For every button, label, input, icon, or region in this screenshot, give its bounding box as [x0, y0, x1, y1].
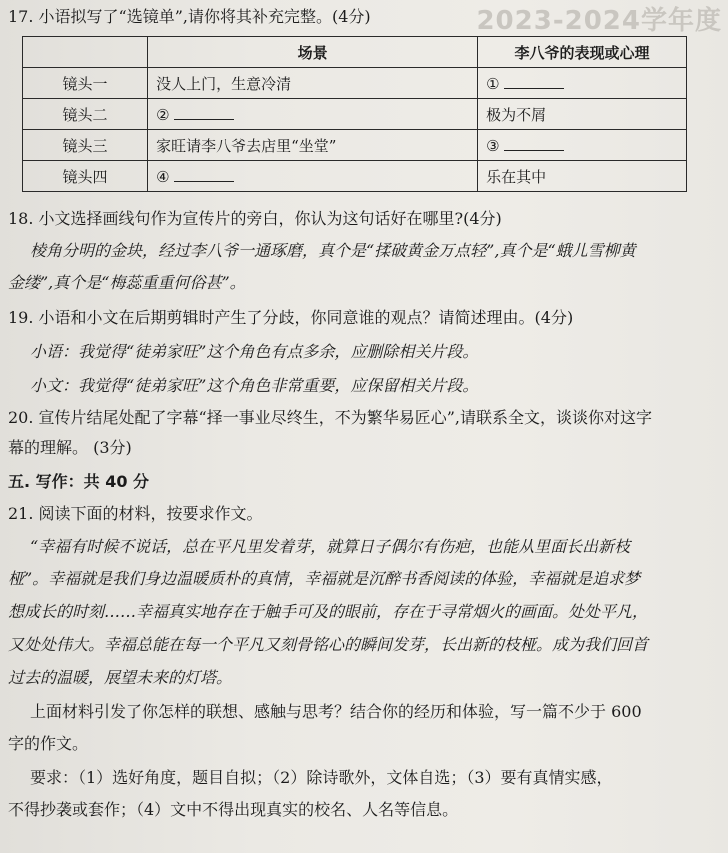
header-empty: [23, 37, 148, 68]
material-line-1: “幸福有时候不说话，总在平凡里发着芽，就算日子偶尔有伤疤，也能从里面长出新枝: [30, 537, 631, 556]
scene-cell: 家旺请李八爷去店里“坐堂”: [148, 130, 478, 161]
blank-number: ④: [156, 167, 170, 186]
material-line-2: 桠”。幸福就是我们身边温暖质朴的真情，幸福就是沉醉书香阅读的体验，幸福就是追求梦: [8, 569, 641, 588]
scene-cell: [148, 161, 478, 192]
table-row: [23, 99, 687, 130]
table-header-row: [23, 37, 687, 68]
answer-blank[interactable]: [504, 74, 564, 89]
watermark-text: 2023-2024学年度: [476, 6, 722, 36]
behavior-cell: [478, 68, 687, 99]
material-line-4: 又处处伟大。幸福总能在每一个平凡又刻骨铭心的瞬间发芽，长出新的枝桠。成为我们回首: [8, 635, 649, 654]
requirements-line-2: 不得抄袭或套作；（4）文中不得出现真实的校名、人名等信息。: [8, 800, 459, 819]
answer-blank[interactable]: [174, 167, 234, 182]
scene-cell: 没人上门，生意冷清: [148, 68, 478, 99]
blank-number: ②: [156, 105, 170, 124]
prompt-line-2: 字的作文。: [8, 734, 89, 753]
question-17: 17. 小语拟写了“选镜单”,请你将其补充完整。(4分): [8, 7, 371, 26]
material-line-3: 想成长的时刻……幸福真实地存在于触手可及的眼前，存在于寻常烟火的画面。处处平凡，: [8, 602, 649, 621]
material-line-5: 过去的温暖，展望未来的灯塔。: [8, 668, 233, 687]
behavior-cell: [478, 130, 687, 161]
prompt-line-1: 上面材料引发了你怎样的联想、感触与思考？结合你的经历和体验，写一篇不少于 600: [30, 702, 642, 721]
table-row: [23, 68, 687, 99]
behavior-cell: 乐在其中: [478, 161, 687, 192]
header-scene: 场景: [148, 37, 478, 68]
scene-cell: [148, 99, 478, 130]
question-19: 19. 小语和小文在后期剪辑时产生了分歧，你同意谁的观点？请简述理由。(4分): [8, 308, 574, 327]
table-row: [23, 130, 687, 161]
lens-label: 镜头二: [23, 99, 148, 130]
q18-quote-line-1: 棱角分明的金块，经过李八爷一通琢磨，真个是“揉破黄金万点轻”,真个是“蛾儿雪柳黄: [30, 241, 636, 260]
question-21: 21. 阅读下面的材料，按要求作文。: [8, 504, 263, 523]
lens-table: [22, 36, 687, 192]
lens-label: 镜头四: [23, 161, 148, 192]
q18-quote-line-2: 金缕”,真个是“梅蕊重重何俗甚”。: [8, 273, 246, 292]
q19-opinion-xiaoyu: 小语：我觉得“徒弟家旺”这个角色有点多余，应删除相关片段。: [30, 342, 479, 361]
answer-blank[interactable]: [504, 136, 564, 151]
question-20-line-1: 20. 宣传片结尾处配了字幕“择一事业尽终生，不为繁华易匠心”,请联系全文，谈谈你对这字: [8, 408, 652, 427]
table-row: [23, 161, 687, 192]
lens-label: 镜头三: [23, 130, 148, 161]
answer-blank[interactable]: [174, 105, 234, 120]
requirements-line-1: 要求：（1）选好角度，题目自拟；（2）除诗歌外，文体自选；（3）要有真情实感，: [30, 768, 613, 787]
lens-label: 镜头一: [23, 68, 148, 99]
behavior-cell: 极为不屑: [478, 99, 687, 130]
q19-opinion-xiaowen: 小文：我觉得“徒弟家旺”这个角色非常重要，应保留相关片段。: [30, 376, 479, 395]
blank-number: ③: [486, 136, 500, 155]
question-18: 18. 小文选择画线句作为宣传片的旁白，你认为这句话好在哪里?(4分): [8, 209, 502, 228]
header-behavior: 李八爷的表现或心理: [478, 37, 687, 68]
blank-number: ①: [486, 74, 500, 93]
question-20-line-2: 幕的理解。 (3分): [8, 438, 132, 457]
section-heading-writing: 五. 写作：共 40 分: [8, 472, 150, 491]
